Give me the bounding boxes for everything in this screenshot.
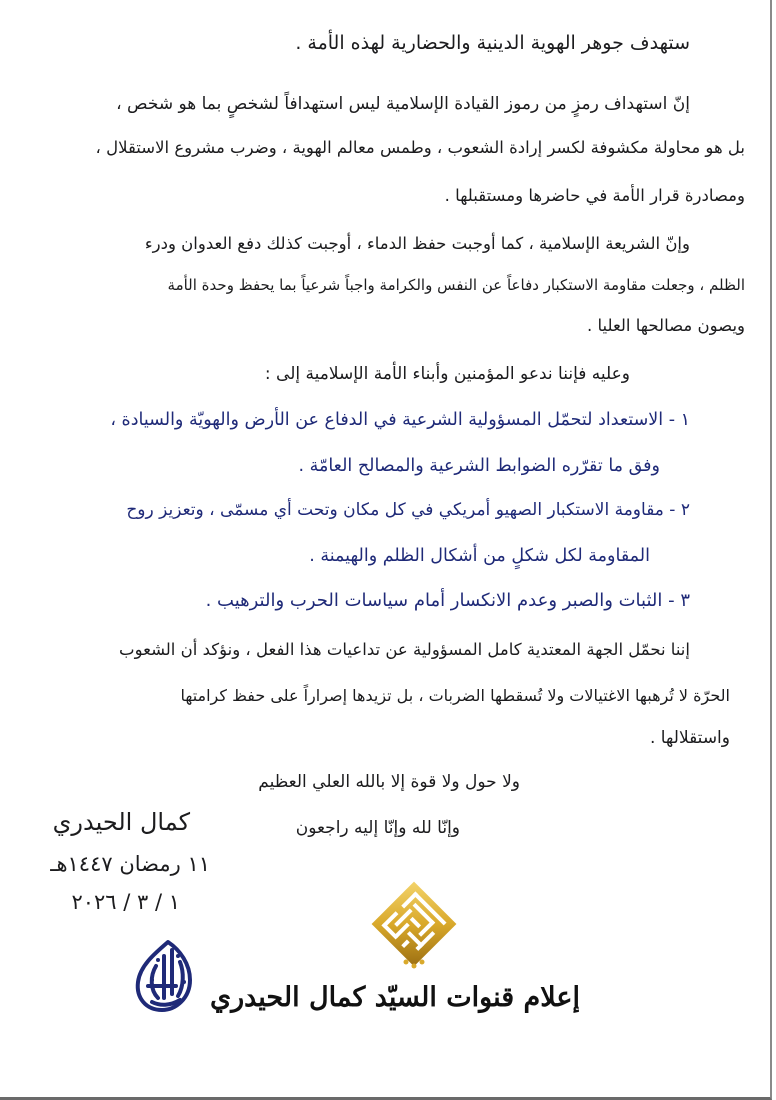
closing-line: واستقلالها . bbox=[649, 728, 730, 748]
closing-line: الحرّة لا تُرهبها الاغتيالات ولا تُسقطها الضربات ، بل تزيدها إصراراً على حفظ كرامتها bbox=[180, 686, 730, 705]
point-1-line-1: ١ - الاستعداد لتحمّل المسؤولية الشرعية في الدفاع عن الأرض والهويّة والسيادة ، bbox=[110, 410, 690, 430]
point-1-line-2: وفق ما تقرّره الضوابط الشرعية والمصالح العامّة . bbox=[298, 456, 660, 476]
body-line: وإنّ الشريعة الإسلامية ، كما أوجبت حفظ الدماء ، أوجبت كذلك دفع العدوان ودرء bbox=[144, 234, 690, 253]
call-intro: وعليه فإننا ندعو المؤمنين وأبناء الأمة الإسلامية إلى : bbox=[264, 364, 630, 384]
footer-logo-text: إعلام قنوات السيّد كمال الحيدري bbox=[209, 982, 580, 1013]
invocation-line: وإنّا لله وإنّا إليه راجعون bbox=[295, 818, 460, 838]
kufic-logo-icon bbox=[366, 876, 462, 972]
invocation-line: ولا حول ولا قوة إلا بالله العلي العظيم bbox=[258, 772, 520, 792]
point-2-line-1: ٢ - مقاومة الاستكبار الصهيو أمريكي في كل مكان وتحت أي مسمّى ، وتعزيز روح bbox=[126, 500, 690, 520]
body-line: بل هو محاولة مكشوفة لكسر إرادة الشعوب ، وطمس معالم الهوية ، وضرب مشروع الاستقلال ، bbox=[95, 138, 745, 157]
calligraphic-seal-icon bbox=[128, 936, 200, 1016]
body-line: الظلم ، وجعلت مقاومة الاستكبار دفاعاً عن النفس والكرامة واجباً شرعياً بما يحفظ وحدة الأمة bbox=[167, 276, 745, 294]
body-line: ستهدف جوهر الهوية الدينية والحضارية لهذه الأمة . bbox=[295, 32, 690, 54]
signature-gregorian-date: ١ / ٣ / ٢٠٢٦ bbox=[71, 890, 180, 914]
point-2-line-2: المقاومة لكل شكلٍ من أشكال الظلم والهيمنة . bbox=[309, 546, 650, 566]
point-3-line-1: ٣ - الثبات والصبر وعدم الانكسار أمام سياسات الحرب والترهيب . bbox=[205, 590, 690, 611]
signature-name: كمال الحيدري bbox=[52, 808, 190, 836]
body-line: ويصون مصالحها العليا . bbox=[586, 316, 745, 335]
body-line: إنّ استهداف رمزٍ من رموز القيادة الإسلامية ليس استهدافاً لشخصٍ بما هو شخص ، bbox=[116, 94, 690, 114]
body-line: ومصادرة قرار الأمة في حاضرها ومستقبلها . bbox=[444, 186, 745, 205]
closing-line: إننا نحمّل الجهة المعتدية كامل المسؤولية عن تداعيات هذا الفعل ، ونؤكد أن الشعوب bbox=[119, 640, 690, 659]
signature-hijri-date: ١١ رمضان ١٤٤٧هـ bbox=[50, 852, 210, 876]
